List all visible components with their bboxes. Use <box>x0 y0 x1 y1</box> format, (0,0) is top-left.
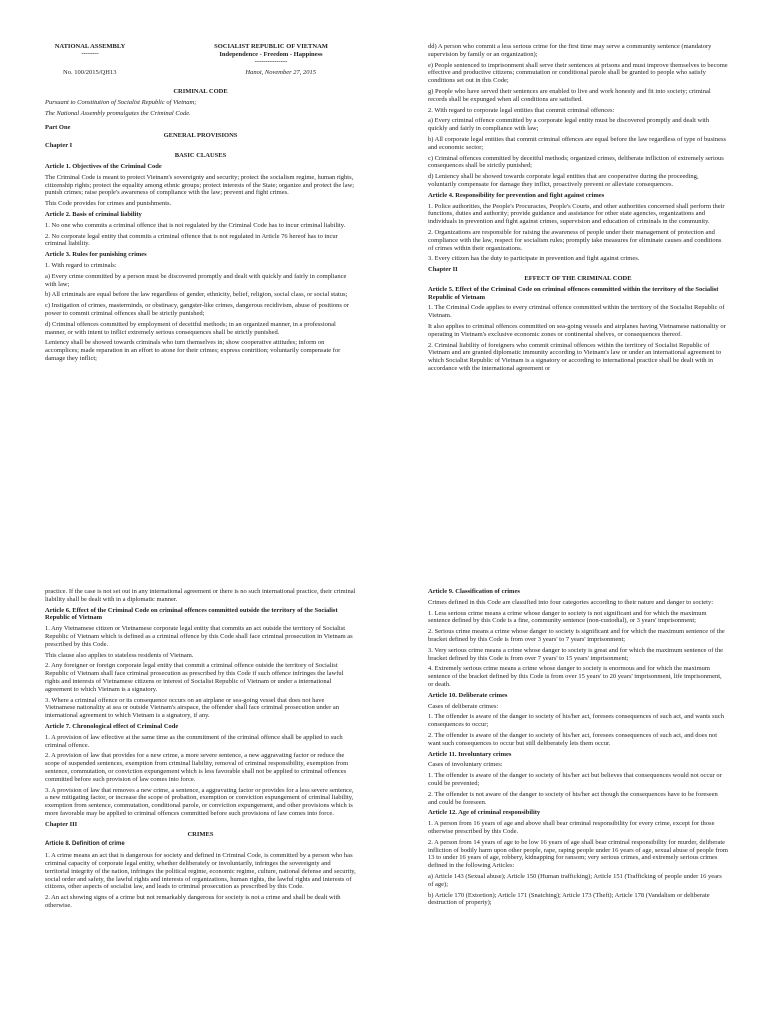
article-paragraph: 2. Organizations are responsible for raising the awareness of people under their management of protection and compliance with the law, respect for socialism rules; promptly take measures for eliminate causes and conditions of crimes within their organizations. <box>428 228 722 252</box>
chapter-heading: Chapter I <box>45 142 73 150</box>
article-paragraph: This clause also applies to stateless residents of Vietnam. <box>45 651 194 659</box>
article-paragraph: 2. The offender is aware of the danger to society of his/her act, foresees consequences of such act, and does not want such consequences to occur but still deliberately lets them occur. <box>428 731 718 747</box>
article-paragraph: 1. Police authorities, the People's Procuracies, People's Courts, and other authorities concerned shall perform their functions, duties and authority; provide guidance and assistance for other state agencies, organizations and individuals in prevention and fight against crimes, supervision and education of criminals in the community. <box>428 202 725 226</box>
article-paragraph: b) All corporate legal entities that commit criminal offences are equal before the law regardless of type of business and economic sector; <box>428 135 727 151</box>
article-paragraph: 1. Less serious crime means a crime whose danger to society is not significant and for which the maximum sentence defined by this Code is a fine, community sentence (non-custodial), or 3 years' imprisonment; <box>428 609 707 625</box>
article-heading: Article 5. Effect of the Criminal Code on criminal offences committed within the territory of the Socialist Republic of Vietnam <box>428 285 719 301</box>
preamble-line: The National Assembly promulgates the Criminal Code. <box>45 109 191 117</box>
page1-left-column <box>45 43 356 366</box>
article-paragraph: 1. No one who commits a criminal offence that is not regulated by the Criminal Code has to incur criminal liability. <box>45 221 346 229</box>
article-paragraph: a) Article 143 (Sexual abuse); Article 150 (Human trafficking); Article 151 (Trafficking of people under 16 years of age); <box>428 872 722 888</box>
article-paragraph: a) Every criminal offence committed by a corporate legal entity must be discovered promptly and dealt with quickly and fairly in compliance with law; <box>428 117 710 133</box>
article-heading: Article 8. Definition of crime <box>45 841 125 848</box>
article-paragraph: 1. A person from 16 years of age and above shall bear criminal responsibility for every crime, except for those otherwise prescribed by this Code. <box>428 820 715 835</box>
part-heading: Part One <box>45 123 71 131</box>
chapter-title: CRIMES <box>187 830 214 838</box>
issuer-name: NATIONAL ASSEMBLY <box>54 43 126 50</box>
article-paragraph: d) Leniency shall be showed towards corporate legal entities that are cooperative during the proceeding, voluntarily compensate for damage they inflict, proactively prevent or alleviate consequences. <box>428 173 699 188</box>
country-name: SOCIALIST REPUBLIC OF VIETNAM <box>214 43 328 50</box>
article-paragraph: b) All criminals are equal before the law regardless of gender, ethnicity, belief, religion, social class, or social status; <box>45 291 348 299</box>
chapter-heading: Chapter III <box>45 820 78 828</box>
national-motto: Independence - Freedom - Happiness <box>219 50 323 58</box>
article-paragraph: e) People sentenced to imprisonment shall serve their sentences at prisons and must improve themselves to become effective and productive citizens; commutation or conditional parole shall be granted to people who satisfy conditions set out in this Code; <box>428 61 728 85</box>
article-paragraph: 3. A provision of law that removes a new crime, a sentence, a aggravating factor or provides for a less severe sentence, a new mitigating factor, or increase the scope of probation, exemption or conviction expungement of criminal liability, exemption from sentence, commutation, conditional parole, or conviction expungement, and other provisions which is more favorable may be applied to criminal offences committed before such provisions of law comes into force. <box>45 786 354 817</box>
article-paragraph: dd) A person who commit a less serious crime for the first time may serve a community sentence (mandatory supervision by family or an organization); <box>428 43 712 58</box>
article-paragraph: 2. Serious crime means a crime whose danger to society is significant and for which the maximum sentence of the bracket defined by this Code is from over 3 years' to 7 years' imprisonment; <box>428 628 725 643</box>
preamble-line: Pursuant to Constitution of Socialist Republic of Vietnam; <box>45 99 197 107</box>
document-meta <box>45 69 356 77</box>
chapter-title: BASIC CLAUSES <box>174 152 227 160</box>
article-paragraph: 2. No corporate legal entity that commits a criminal offence that is not regulated in Article 76 hereof has to incur criminal liability. <box>45 232 338 248</box>
article-paragraph: b) Article 170 (Extortion); Article 171 (Snatching); Article 173 (Theft); Article 178 (Vandalism or deliberate destruction of property); <box>428 891 710 907</box>
article-paragraph: Leniency shall be showed towards criminals who turn themselves in; show cooperative attitudes; inform on accomplices; made reparation in an effort to atone for their crimes; express contrition; voluntarily compensate for damage they inflict; <box>45 339 341 362</box>
page2-left-column <box>45 588 356 913</box>
article-paragraph: 1. The offender is aware of the danger to society of his/her act, foresees consequences of such act, and wants such consequences to occur; <box>428 713 724 729</box>
article-paragraph: 1. A crime means an act that is dangerous for society and defined in Criminal Code, is committed by a person who has criminal capacity of corporate legal entity, whether deliberately or involuntarily, infringes the sovereignty and territorial integrity of the nation, infringes the political regime, economic regime, culture, national defense and security, social order and safety, the lawful rights and interests of organizations, human rights, the lawful rights and interests of citizens, other aspects of socialist law, and leads to criminal prosecution as prescribed by this Code. <box>45 852 356 891</box>
article-paragraph: 2. A provision of law that provides for a new crime, a more severe sentence, a new aggravating factor or reduce the scope of suspended sentences, exemption from criminal liability, removal of criminal responsibility, exemption from sentence, commutation, or conviction expungement which is less favorable shall not be applied to criminal offences committed before such provision of law comes into force. <box>45 752 349 783</box>
article-paragraph: 2. Criminal liability of foreigners who commit criminal offences within the territory of Socialist Republic of Vietnam and are granted diplomatic immunity according to Vietnam's law or under an international agreement to which Socialist Republic of Vietnam is a signatory or according to international practice shall be dealt with in accordance with the international agreement or <box>428 341 722 372</box>
issuer-block <box>45 43 135 65</box>
article-paragraph: Cases of involuntary crimes: <box>428 761 503 769</box>
article-paragraph: 1. The Criminal Code applies to every criminal offence committed within the territory of the Socialist Republic of Vietnam. <box>428 304 725 320</box>
chapter-heading: Chapter II <box>428 266 458 274</box>
article-heading: Article 6. Effect of the Criminal Code on criminal offences committed outside the territory of the Socialist Republic of Vietnam <box>45 606 338 622</box>
article-paragraph: a) Every crime committed by a person must be discovered promptly and dealt with quickly and fairly in compliance with law; <box>45 272 347 288</box>
article-heading: Article 12. Age of criminal responsibility <box>428 809 541 817</box>
issuer-divider: -------- <box>81 49 99 57</box>
page2-right-column <box>428 588 728 910</box>
article-heading: Article 7. Chronological effect of Criminal Code <box>45 722 179 730</box>
article-paragraph: practice. If the case is not set out in any international agreement or there is no such international practice, their criminal liability shall be dealt with in a diplomatic manner. <box>45 588 356 603</box>
article-heading: Article 11. Involuntary crimes <box>428 750 512 758</box>
article-paragraph: 2. With regard to corporate legal entities that commit criminal offences: <box>428 106 615 114</box>
article-paragraph: Cases of deliberate crimes: <box>428 702 499 710</box>
chapter-title: EFFECT OF THE CRIMINAL CODE <box>524 274 632 282</box>
page1-right-column <box>428 43 728 376</box>
article-paragraph: 3. Every citizen has the duty to participate in prevention and fight against crimes. <box>428 255 640 263</box>
article-heading: Article 10. Deliberate crimes <box>428 691 508 699</box>
document-date: Hanoi, November 27, 2015 <box>245 68 316 76</box>
article-heading: Article 1. Objectives of the Criminal Code <box>45 162 162 170</box>
article-paragraph: Crimes defined in this Code are classified into four categories according to their nature and danger to society: <box>428 598 714 606</box>
document-header <box>45 43 356 65</box>
article-paragraph: It also applies to criminal offences committed on sea-going vessels and airplanes having Vietnamese nationality or operating in Vietnam's exclusive economic zones or continental shelves, or consequences thereof. <box>428 322 726 338</box>
article-paragraph: This Code provides for crimes and punishments. <box>45 200 172 208</box>
article-paragraph: 3. Where a criminal offence or its consequence occurs on an airplane or sea-going vessel that does not have Vietnamese nationality at sea or outside Vietnam's airspace, the offender shall face criminal prosecution under an international agreement to which Vietnam is a signatory, if any. <box>45 696 339 720</box>
article-heading: Article 4. Responsibility for prevention and fight against crimes <box>428 191 605 199</box>
article-paragraph: 2. The offender is not aware of the danger to society of his/her act though the consequences have to be foreseen and could be foreseen. <box>428 790 718 806</box>
article-paragraph: 1. With regard to criminals: <box>45 261 117 269</box>
article-paragraph: The Criminal Code is meant to protect Vietnam's sovereignty and security; protect the socialism regime, human rights, citizenship rights; protect the equality among ethnic groups; protect interests of the State; organize and protect the law; punish crimes; raise people's awareness of compliance with the law; prevent and fight crimes. <box>45 173 355 197</box>
article-paragraph: c) Instigation of crimes, masterminds, or obstinacy, gangster-like crimes, dangerous recidivism, abuse of positions or power to commit criminal offences shall be strictly punished; <box>45 302 349 317</box>
national-title-block <box>186 43 356 65</box>
article-heading: Article 9. Classification of crimes <box>428 588 520 595</box>
document-number: No. 100/2015/QH13 <box>63 68 117 76</box>
article-paragraph: 3. Very serious crime means a crime whose danger to society is great and for which the maximum sentence of the bracket defined by this Code is from over 7 years' to 15 years' imprisonment; <box>428 646 723 662</box>
document-page-2 <box>0 512 768 1024</box>
article-paragraph: c) Criminal offences committed by deceitful methods; organized crimes, deliberate infliction of extremely serious consequences shall be strictly punished; <box>428 154 724 170</box>
code-title: CRIMINAL CODE <box>173 88 228 96</box>
article-heading: Article 2. Basis of criminal liability <box>45 210 142 218</box>
motto-divider: --------------- <box>254 57 288 65</box>
article-heading: Article 3. Rules for punishing crimes <box>45 251 147 259</box>
article-paragraph: g) People who have served their sentences are enabled to live and work honesty and fit into society; criminal records shall be expunged when all conditions are satisfied. <box>428 87 711 103</box>
article-paragraph: 2. Any foreigner or foreign corporate legal entity that commit a criminal offence outside the territory of Socialist Republic of Vietnam shall face criminal prosecution as prescribed by this Code if such offence infringes the lawful rights and interests of Vietnamese citizens or interest of Socialist Republic of Vietnam or under a international agreement to which Vietnam is a signatory. <box>45 662 344 693</box>
article-paragraph: 2. An act showing signs of a crime but not remarkably dangerous for society is not a crime and shall be dealt with otherwise. <box>45 894 341 909</box>
article-paragraph: 2. A person from 14 years of age to be low 16 years of age shall bear criminal responsibility for murder, deliberate infliction of bodily harm upon other people, rape, raping people under 16 years of age, sexual abuse of people from 13 to under 16 years of age, robbery, kidnapping for ransom; very serious crimes, and extremely serious crimes defined in the following Articles: <box>428 838 728 870</box>
article-paragraph: 1. A provision of law effective at the same time as the commitment of the criminal offence shall be applied to such criminal offence. <box>45 733 343 749</box>
article-paragraph: 1. The offender is aware of the danger to society of his/her act but believes that consequences would not occur or could be prevented; <box>428 772 722 787</box>
part-title: GENERAL PROVISIONS <box>163 131 238 139</box>
article-paragraph: 1. Any Vietnamese citizen or Vietnamese corporate legal entity that commits an act outside the territory of Socialist Republic of Vietnam which is defined as a criminal offence by this Code shall face criminal prosecution in Vietnam as prescribed by this Code. <box>45 625 353 648</box>
article-paragraph: d) Criminal offences committed by employment of deceitful methods; in an organized manner, in a professional manner, or with intent to inflict extremely serious consequences shall be strictly punished. <box>45 320 336 336</box>
article-paragraph: 4. Extremely serious crime means a crime whose danger to society is enormous and for which the maximum sentence of the bracket defined by this Code is from over 15 years' to 20 years' imprisonment, life imprisonment, or death. <box>428 665 722 688</box>
